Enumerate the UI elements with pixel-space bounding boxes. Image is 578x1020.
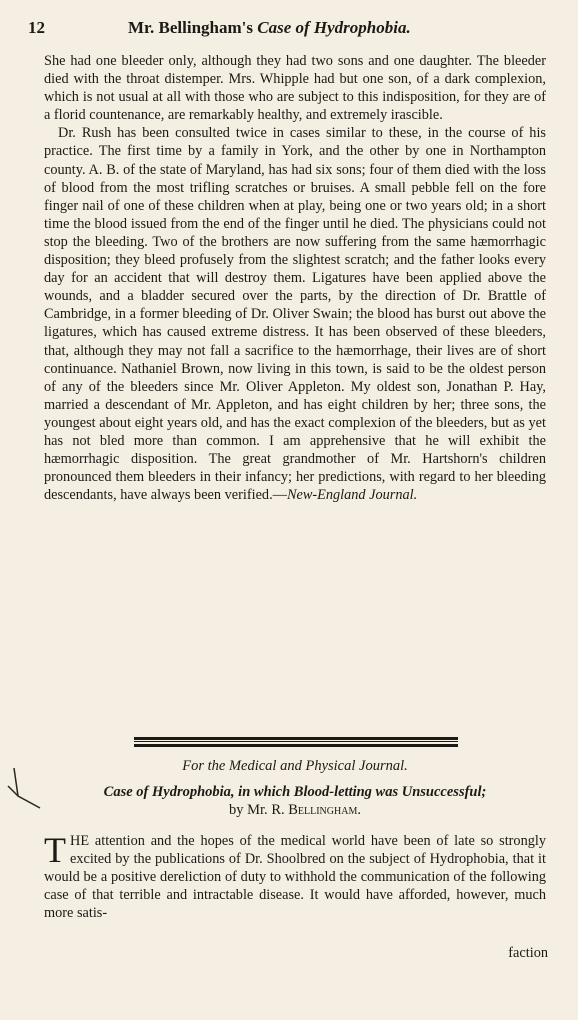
section-divider-lower xyxy=(134,744,458,747)
catchword: faction xyxy=(508,945,548,961)
drop-cap: T xyxy=(44,830,66,870)
source-citation: New-England Journal. xyxy=(286,487,418,504)
section-divider-thin xyxy=(134,741,458,742)
running-title-italic: Case of Hydrophobia. xyxy=(257,18,411,37)
byline xyxy=(44,802,546,819)
running-title-prefix: Mr. Bellingham's xyxy=(128,18,253,37)
paragraph-2 xyxy=(44,124,546,504)
byline-prefix: by Mr. xyxy=(229,802,268,818)
running-title xyxy=(128,18,411,38)
article-2-paragraph: HE attention and the hopes of the medical world have been of late so strongly excited by the publications of Dr. Shoolbred on the subject of Hydrophobia, that it would be a positive dereliction of duty to withhold the communication of the following case of that terrible and intractable disease. It would have afforded, however, much more satis- xyxy=(44,833,546,922)
article-title: Case of Hydrophobia, in which Blood-letting was Unsuccessful; xyxy=(103,784,487,800)
paragraph-2-text: Dr. Rush has been consulted twice in cases similar to these, in the course of his practice. The first time by a family in York, and the other by one in Northampton county. A. B. of the state of Maryland, has had six sons; four of them died with the loss of blood from the most trifling scratches or bruises. A small pebble fell on the fore finger nail of one of these children when at play, being one or two years old; in a short time the blood issued from the end of the finger until he died. The physicians could not stop the bleeding. Two of the brothers are now suffering from the same hæmorrhagic disposition; they bleed profusely from the slightest scratch; and the father looks every day for an accident that will destroy them. Ligatures have been applied above the wounds, and a bladder secured over the parts, by the direction of Dr. Brattle of Cambridge, in a former bleeding of Dr. Oliver Swain; the blood has burst out above the ligatures, which has caused extreme distress. It has been observed of these bleeders, that, although they may not fall a sacrifice to the hæmorrhage, their lives are of short continuance. Nathaniel Brown, now living in this town, is said to be the oldest person of any of the bleeders since Mr. Oliver Appleton. My oldest son, Jonathan P. Hay, married a descendant of Mr. Appleton, and has eight children by her; three sons, the youngest about eight years old, and has the exact complexion of the bleeders, but as yet has not bled more than common. I am apprehensive that he will exhibit the hæmorrhagic disposition. The great grandmother of Mr. Hartshorn's children pronounced them bleeders in their infancy; her predictions, with regard to her bleeding descendants, have always been verified.— xyxy=(44,125,546,504)
author-name: R. Bellingham. xyxy=(271,802,361,818)
article-text xyxy=(44,52,546,504)
page-number: 12 xyxy=(28,18,45,37)
pencil-mark-icon xyxy=(4,766,44,810)
section-divider xyxy=(134,737,458,740)
running-header xyxy=(28,14,548,42)
paragraph-1: She had one bleeder only, although they had two sons and one daughter. The bleeder died with the throat distemper. Mrs. Whipple had but one son, of a dark complexion, which is not usual at all with those who are subject to this indisposition, for they are of a florid countenance, are remarkably healthy, and extremely irascible. xyxy=(44,53,546,124)
journal-attribution: For the Medical and Physical Journal. xyxy=(182,758,408,774)
article-2-text xyxy=(44,832,546,922)
